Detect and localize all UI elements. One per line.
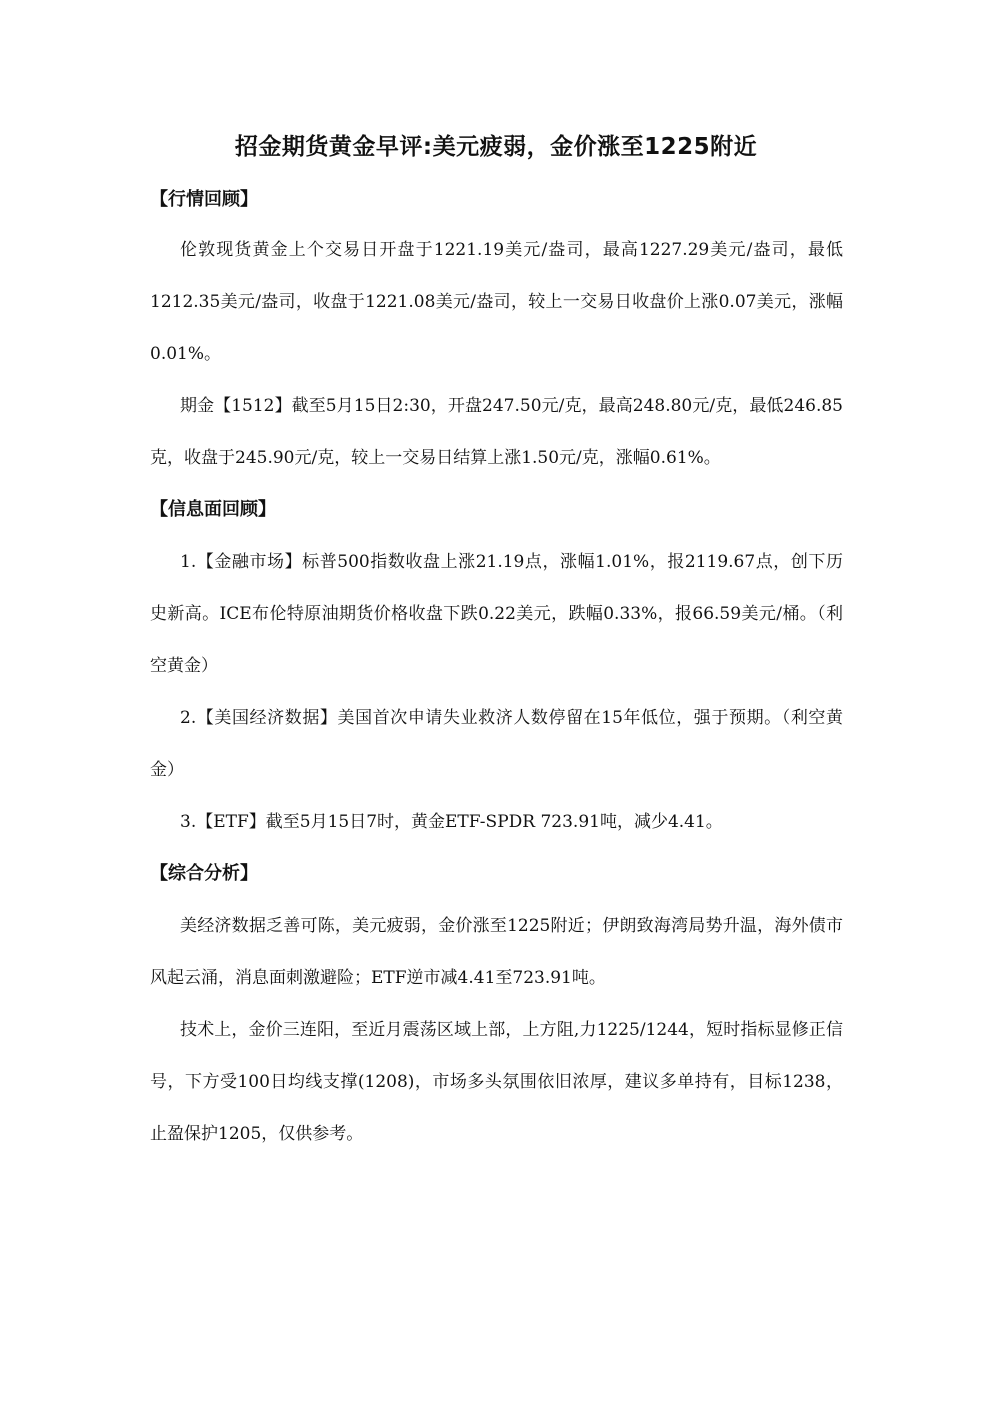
news-item-financial-market: 1.【金融市场】标普500指数收盘上涨21.19点，涨幅1.01%，报2119.67点，创下历史新高。ICE布伦特原油期货价格收盘下跌0.22美元，跌幅0.33%，报66.59美元/桶。（利空黄金） — [150, 552, 843, 676]
section-heading-analysis: 【综合分析】 — [150, 863, 258, 884]
market-review-paragraph-futures: 期金【1512】截至5月15日2:30，开盘247.50元/克，最高248.80元/克，最低246.85克，收盘于245.90元/克，较上一交易日结算上涨1.50元/克，涨幅0.61%。 — [150, 396, 843, 468]
news-item-us-economic-data: 2.【美国经济数据】美国首次申请失业救济人数停留在15年低位，强于预期。（利空黄金） — [150, 708, 843, 780]
document-title: 招金期货黄金早评:美元疲弱，金价涨至1225附近 — [234, 134, 758, 160]
analysis-paragraph-technical: 技术上，金价三连阳，至近月震荡区域上部，上方阻,力1225/1244，短时指标显修正信号，下方受100日均线支撑(1208)，市场多头氛围依旧浓厚，建议多单持有，目标1238，止盈保护1205，仅供参考。 — [150, 1020, 843, 1144]
analysis-paragraph-fundamentals: 美经济数据乏善可陈，美元疲弱，金价涨至1225附近；伊朗致海湾局势升温，海外债市风起云涌，消息面刺激避险；ETF逆市减4.41至723.91吨。 — [150, 916, 843, 988]
market-review-paragraph-spot: 伦敦现货黄金上个交易日开盘于1221.19美元/盎司，最高1227.29美元/盎司，最低1212.35美元/盎司，收盘于1221.08美元/盎司，较上一交易日收盘价上涨0.07美元，涨幅0.01%。 — [150, 240, 843, 364]
section-heading-market-review: 【行情回顾】 — [150, 189, 258, 210]
section-heading-news-review: 【信息面回顾】 — [150, 499, 276, 520]
news-item-etf: 3.【ETF】截至5月15日7时，黄金ETF-SPDR 723.91吨，减少4.41。 — [180, 812, 723, 832]
